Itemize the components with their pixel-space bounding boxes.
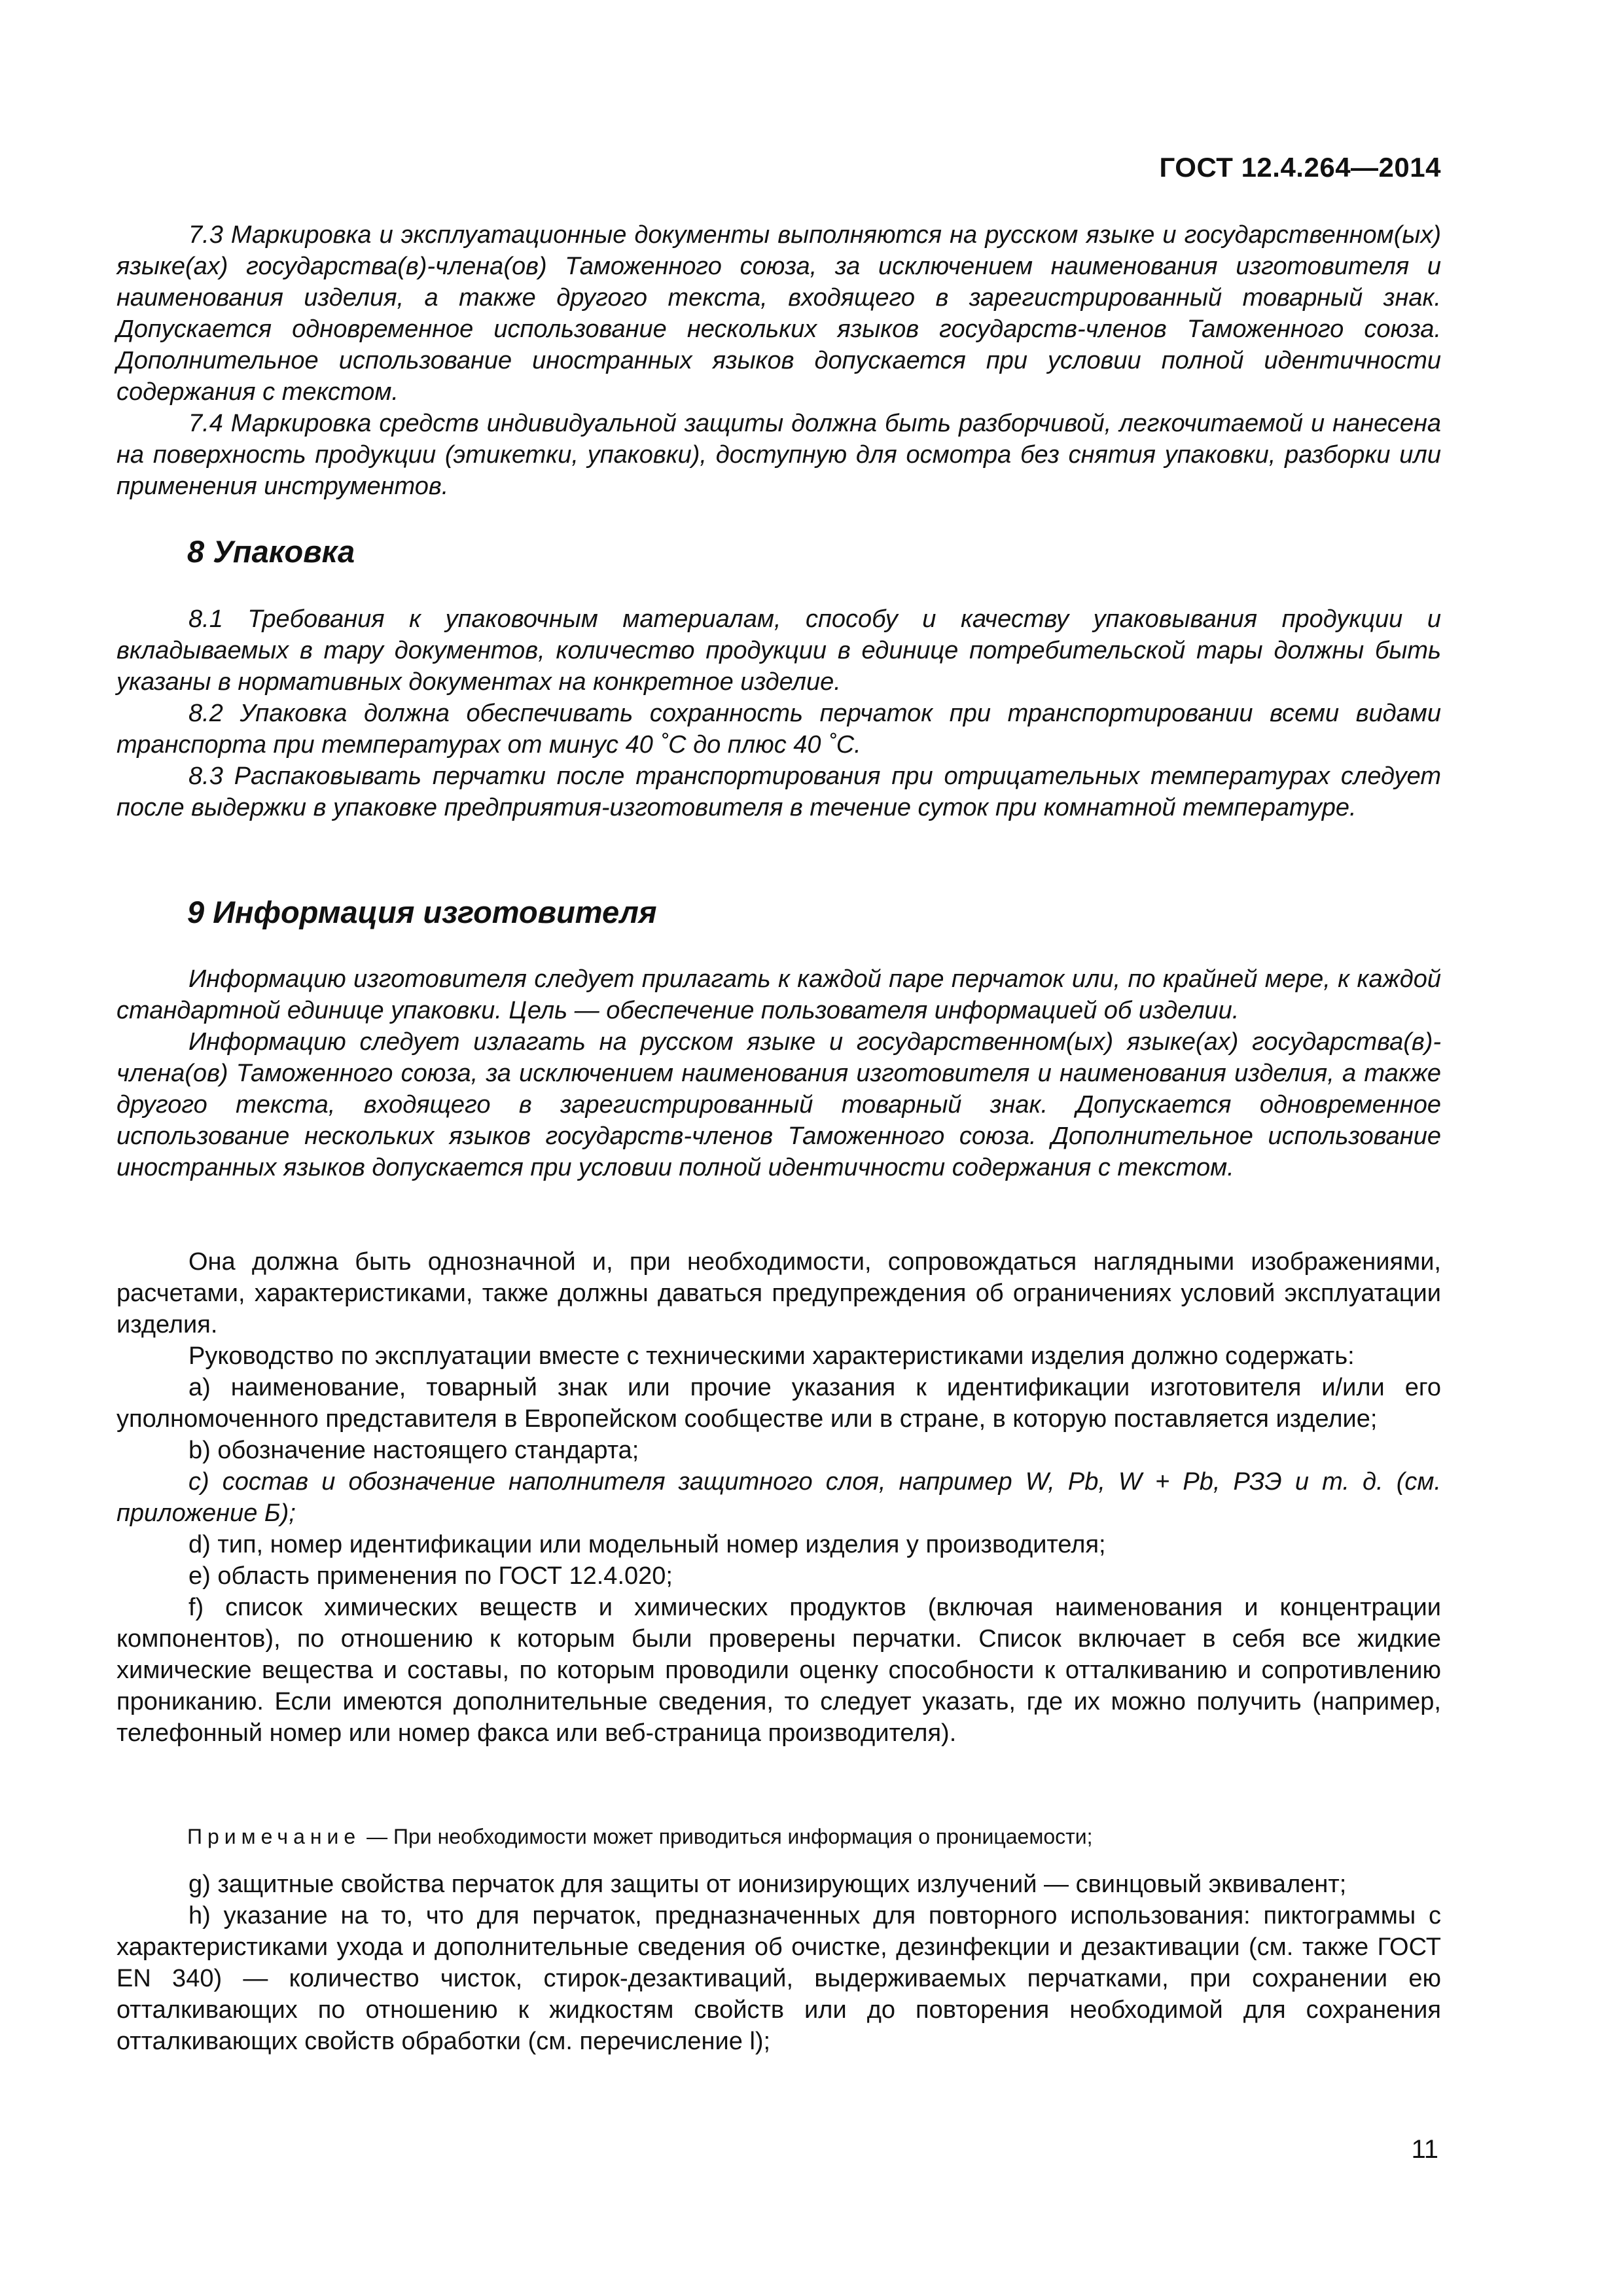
note-text: — При необходимости может приводиться информация о проницаемости; bbox=[361, 1825, 1093, 1848]
paragraph-info-language: Информацию следует излагать на русском языке и государственном(ых) языке(ах) государства(в)-члена(ов) Таможенного союза, за исключением наименования изготовителя и наименования изделия, а также другого текста, входящего в зарегистрированный товарный знак. Допускается одновременное использование нескольких языков государств-членов Таможенного союза. Дополнительное использование иностранных языков допускается при условии полной идентичности содержания с текстом. bbox=[116, 1028, 1441, 1181]
list-item-f: f) список химических веществ и химических продуктов (включая наименования и концентрации компонентов), по отношению к которым были проверены перчатки. Список включает в себя все жидкие химические вещества и составы, по которым проводили оценку способности к отталкиванию и сопротивлению прониканию. Если имеются дополнительные сведения, то следует указать, где их можно получить (например, телефонный номер или номер факса или веб-страница производителя). bbox=[116, 1594, 1441, 1747]
paragraph-8-2: 8.2 Упаковка должна обеспечивать сохранность перчаток при транспортировании всеми видами транспорта при температурах от минус 40 ˚C до плюс 40 ˚C. bbox=[116, 700, 1441, 759]
list-item-d: d) тип, номер идентификации или модельный номер изделия у производителя; bbox=[188, 1531, 1106, 1558]
note bbox=[187, 1825, 1093, 1849]
standard-id-header: ГОСТ 12.4.264—2014 bbox=[1159, 152, 1441, 183]
paragraph-7-4: 7.4 Маркировка средств индивидуальной защиты должна быть разборчивой, легкочитаемой и нанесена на поверхность продукции (этикетки, упаковки), доступную для осмотра без снятия упаковки, разборки или применения инструментов. bbox=[116, 410, 1441, 500]
section9-heading: 9 Информация изготовителя bbox=[187, 895, 657, 929]
list-item-a: a) наименование, товарный знак или прочие указания к идентификации изготовителя и/или его уполномоченного представителя в Европейском сообществе или в стране, в которую поставляется изделие; bbox=[116, 1374, 1441, 1433]
paragraph-info-attach: Информацию изготовителя следует прилагать к каждой паре перчаток или, по крайней мере, к каждой стандартной единице упаковки. Цель — обеспечение пользователя информацией об изделии. bbox=[116, 965, 1441, 1024]
list-item-g: g) защитные свойства перчаток для защиты от ионизирующих излучений — свинцовый эквивалент; bbox=[188, 1871, 1347, 1898]
paragraph-7-3: 7.3 Маркировка и эксплуатационные документы выполняются на русском языке и государственном(ых) языке(ах) государства(в)-члена(ов) Таможенного союза, за исключением наименования изготовителя и наименования изделия, а также другого текста, входящего в зарегистрированный товарный знак. Допускается одновременное использование нескольких языков государств-членов Таможенного союза. Дополнительное использование иностранных языков допускается при условии полной идентичности содержания с текстом. bbox=[116, 221, 1441, 406]
section8-text bbox=[116, 603, 1441, 823]
paragraph-unambiguous: Она должна быть однозначной и, при необходимости, сопровождаться наглядными изображениями, расчетами, характеристиками, также должны даваться предупреждения об ограничениях условий эксплуатации изделия. bbox=[116, 1248, 1441, 1338]
paragraph-manual-contents: Руководство по эксплуатации вместе с техническими характеристиками изделия должно содержать: bbox=[188, 1342, 1355, 1370]
section9-body-text bbox=[116, 1246, 1441, 1749]
paragraph-8-3: 8.3 Распаковывать перчатки после транспортирования при отрицательных температурах следует после выдержки в упаковке предприятия-изготовителя в течение суток при комнатной температуре. bbox=[116, 762, 1441, 821]
section9-list-continued bbox=[116, 1869, 1441, 2057]
section9-italic-text bbox=[116, 963, 1441, 1183]
paragraph-8-1: 8.1 Требования к упаковочным материалам, способу и качеству упаковывания продукции и вкладываемых в тару документов, количество продукции в единице потребительской тары должны быть указаны в нормативных документах на конкретное изделие. bbox=[116, 605, 1441, 696]
list-item-e: e) область применения по ГОСТ 12.4.020; bbox=[188, 1562, 673, 1590]
note-label: Примечание bbox=[187, 1825, 361, 1848]
list-item-b: b) обозначение настоящего стандарта; bbox=[188, 1437, 639, 1464]
list-item-h: h) указание на то, что для перчаток, предназначенных для повторного использования: пиктограммы с характеристиками ухода и дополнительные сведения об очистке, дезинфекции и дезактивации (см. также ГОСТ EN 340) — количество чисток, стирок-дезактиваций, выдерживаемых перчатками, при сохранении ею отталкивающих по отношению к жидкостям свойств или до повторения необходимой для сохранения отталкивающих свойств обработки (см. перечисление l); bbox=[116, 1902, 1441, 2055]
document-page bbox=[116, 0, 1441, 2296]
list-item-c: c) состав и обозначение наполнителя защитного слоя, например W, Pb, W + Pb, РЗЭ и т. д. (см. приложение Б); bbox=[116, 1468, 1441, 1527]
page-number: 11 bbox=[1411, 2135, 1438, 2164]
section7-text bbox=[116, 219, 1441, 502]
section8-heading: 8 Упаковка bbox=[187, 534, 355, 569]
